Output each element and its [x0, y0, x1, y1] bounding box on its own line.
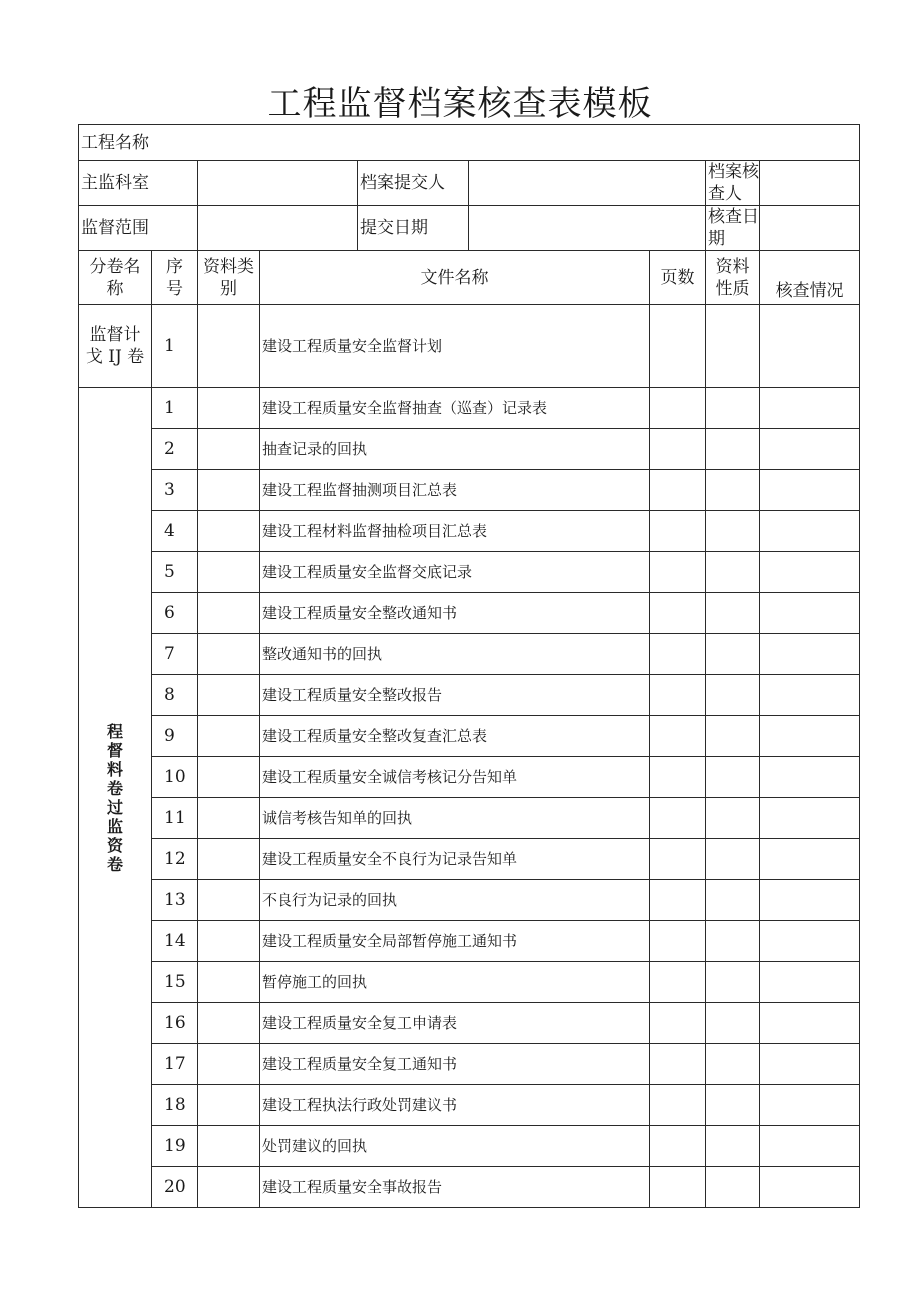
row-check-cell[interactable] — [760, 1126, 860, 1167]
table-row — [79, 388, 860, 429]
row-nature-cell[interactable] — [706, 634, 760, 675]
header-file-name: 文件名称 — [260, 251, 650, 305]
row-check-cell[interactable] — [760, 634, 860, 675]
row-seq: 7 — [152, 634, 198, 675]
row-type-cell[interactable] — [198, 757, 260, 798]
row-seq: 17 — [152, 1044, 198, 1085]
row-file-name: 建设工程质量安全监督交底记录 — [260, 552, 650, 593]
row-pages-cell[interactable] — [650, 798, 706, 839]
checker-value-cell[interactable] — [760, 161, 860, 206]
row-file-name: 建设工程质量安全监督计划 — [260, 305, 650, 388]
row-nature-cell[interactable] — [706, 1044, 760, 1085]
row-nature-cell[interactable] — [706, 305, 760, 388]
volume-plan-name: 监督计 戈 IJ 卷 — [79, 305, 152, 388]
scope-row — [79, 206, 860, 251]
row-pages-cell[interactable] — [650, 429, 706, 470]
row-file-name: 整改通知书的回执 — [260, 634, 650, 675]
row-seq: 5 — [152, 552, 198, 593]
row-file-name: 建设工程质量安全整改复查汇总表 — [260, 716, 650, 757]
row-type-cell[interactable] — [198, 716, 260, 757]
row-check-cell[interactable] — [760, 511, 860, 552]
header-nature: 资料 性质 — [706, 251, 760, 305]
row-pages-cell[interactable] — [650, 1126, 706, 1167]
table-row — [79, 593, 860, 634]
row-file-name: 建设工程质量安全复工申请表 — [260, 1003, 650, 1044]
row-nature-cell[interactable] — [706, 962, 760, 1003]
table-row — [79, 429, 860, 470]
submit-date-value-cell[interactable] — [469, 206, 706, 251]
row-file-name: 建设工程执法行政处罚建议书 — [260, 1085, 650, 1126]
row-seq: 10 — [152, 757, 198, 798]
row-check-cell[interactable] — [760, 962, 860, 1003]
row-nature-cell[interactable] — [706, 1003, 760, 1044]
row-file-name: 不良行为记录的回执 — [260, 880, 650, 921]
row-pages-cell[interactable] — [650, 1003, 706, 1044]
table-row — [79, 962, 860, 1003]
table-row — [79, 1003, 860, 1044]
row-nature-cell[interactable] — [706, 388, 760, 429]
row-nature-cell[interactable] — [706, 429, 760, 470]
row-file-name: 建设工程质量安全整改通知书 — [260, 593, 650, 634]
scope-label: 监督范围 — [79, 206, 198, 251]
row-nature-cell[interactable] — [706, 552, 760, 593]
row-pages-cell[interactable] — [650, 757, 706, 798]
row-nature-cell[interactable] — [706, 880, 760, 921]
row-nature-cell[interactable] — [706, 757, 760, 798]
row-check-cell[interactable] — [760, 470, 860, 511]
dept-label: 主监科室 — [79, 161, 198, 206]
row-seq: 1 — [152, 388, 198, 429]
row-nature-cell[interactable] — [706, 798, 760, 839]
volume-name-char: 料 — [106, 759, 123, 779]
row-pages-cell[interactable] — [650, 1044, 706, 1085]
row-type-cell[interactable] — [198, 1085, 260, 1126]
row-seq: 1 — [152, 305, 198, 388]
row-seq: 19 — [152, 1126, 198, 1167]
row-pages-cell[interactable] — [650, 552, 706, 593]
row-check-cell[interactable] — [760, 921, 860, 962]
row-nature-cell[interactable] — [706, 511, 760, 552]
table-row — [79, 921, 860, 962]
row-file-name: 建设工程质量安全局部暂停施工通知书 — [260, 921, 650, 962]
row-pages-cell[interactable] — [650, 1085, 706, 1126]
row-type-cell[interactable] — [198, 470, 260, 511]
checker-label: 档案核查人 — [706, 161, 760, 206]
dept-row — [79, 161, 860, 206]
table-row — [79, 1085, 860, 1126]
row-check-cell[interactable] — [760, 1044, 860, 1085]
row-type-cell[interactable] — [198, 1167, 260, 1208]
row-type-cell[interactable] — [198, 305, 260, 388]
row-seq: 9 — [152, 716, 198, 757]
table-row — [79, 798, 860, 839]
row-pages-cell[interactable] — [650, 839, 706, 880]
row-check-cell[interactable] — [760, 798, 860, 839]
row-seq: 13 — [152, 880, 198, 921]
row-type-cell[interactable] — [198, 429, 260, 470]
row-file-name: 建设工程材料监督抽检项目汇总表 — [260, 511, 650, 552]
row-pages-cell[interactable] — [650, 675, 706, 716]
row-file-name: 建设工程质量安全诚信考核记分告知单 — [260, 757, 650, 798]
row-check-cell[interactable] — [760, 552, 860, 593]
header-check-status: 核查情况 — [760, 251, 860, 305]
row-pages-cell[interactable] — [650, 305, 706, 388]
table-row — [79, 634, 860, 675]
row-type-cell[interactable] — [198, 675, 260, 716]
header-seq: 序 号 — [152, 251, 198, 305]
row-check-cell[interactable] — [760, 1003, 860, 1044]
scope-value-cell[interactable] — [198, 206, 358, 251]
volume-name-char: 监 — [106, 816, 123, 836]
volume-name-char: 卷 — [106, 854, 123, 874]
row-check-cell[interactable] — [760, 839, 860, 880]
row-seq: 14 — [152, 921, 198, 962]
row-type-cell[interactable] — [198, 634, 260, 675]
row-seq: 6 — [152, 593, 198, 634]
table-row — [79, 880, 860, 921]
row-file-name: 建设工程质量安全事故报告 — [260, 1167, 650, 1208]
row-type-cell[interactable] — [198, 962, 260, 1003]
row-seq: 2 — [152, 429, 198, 470]
check-table — [78, 124, 860, 1208]
row-pages-cell[interactable] — [650, 634, 706, 675]
row-nature-cell[interactable] — [706, 716, 760, 757]
submitter-value-cell[interactable] — [469, 161, 706, 206]
header-row — [79, 251, 860, 305]
row-file-name: 诚信考核告知单的回执 — [260, 798, 650, 839]
row-nature-cell[interactable] — [706, 675, 760, 716]
table-row — [79, 511, 860, 552]
header-pages: 页数 — [650, 251, 706, 305]
table-row — [79, 757, 860, 798]
row-nature-cell[interactable] — [706, 470, 760, 511]
check-date-value-cell[interactable] — [760, 206, 860, 251]
table-row — [79, 1167, 860, 1208]
row-pages-cell[interactable] — [650, 470, 706, 511]
row-check-cell[interactable] — [760, 675, 860, 716]
row-check-cell[interactable] — [760, 880, 860, 921]
table-row — [79, 839, 860, 880]
table-row — [79, 552, 860, 593]
row-check-cell[interactable] — [760, 1085, 860, 1126]
table-row — [79, 305, 860, 388]
row-check-cell[interactable] — [760, 305, 860, 388]
row-nature-cell[interactable] — [706, 1126, 760, 1167]
header-type: 资料类 别 — [198, 251, 260, 305]
row-check-cell[interactable] — [760, 1167, 860, 1208]
row-pages-cell[interactable] — [650, 511, 706, 552]
row-seq: 20 — [152, 1167, 198, 1208]
check-date-label: 核查日期 — [706, 206, 760, 251]
volume-name-char: 过 — [106, 797, 123, 817]
table-row — [79, 470, 860, 511]
row-type-cell[interactable] — [198, 921, 260, 962]
volume-name-char: 督 — [106, 740, 123, 760]
row-pages-cell[interactable] — [650, 921, 706, 962]
row-check-cell[interactable] — [760, 757, 860, 798]
page-title: 工程监督档案核查表模板 — [267, 84, 653, 124]
table-row — [79, 1126, 860, 1167]
row-file-name: 建设工程质量安全整改报告 — [260, 675, 650, 716]
row-type-cell[interactable] — [198, 388, 260, 429]
row-type-cell[interactable] — [198, 552, 260, 593]
table-row — [79, 1044, 860, 1085]
row-type-cell[interactable] — [198, 880, 260, 921]
row-file-name: 建设工程质量安全复工通知书 — [260, 1044, 650, 1085]
row-file-name: 抽查记录的回执 — [260, 429, 650, 470]
row-type-cell[interactable] — [198, 1003, 260, 1044]
row-nature-cell[interactable] — [706, 1085, 760, 1126]
row-file-name: 暂停施工的回执 — [260, 962, 650, 1003]
volume-process-name — [79, 388, 152, 1208]
row-type-cell[interactable] — [198, 1044, 260, 1085]
row-seq: 16 — [152, 1003, 198, 1044]
row-type-cell[interactable] — [198, 1126, 260, 1167]
submit-date-label: 提交日期 — [358, 206, 469, 251]
row-pages-cell[interactable] — [650, 716, 706, 757]
project-name-label: 工程名称 — [79, 125, 860, 161]
row-check-cell[interactable] — [760, 388, 860, 429]
row-seq: 4 — [152, 511, 198, 552]
project-name-row — [79, 125, 860, 161]
row-file-name: 建设工程质量安全不良行为记录告知单 — [260, 839, 650, 880]
row-type-cell[interactable] — [198, 593, 260, 634]
volume-name-char: 卷 — [106, 778, 123, 798]
row-seq: 8 — [152, 675, 198, 716]
row-nature-cell[interactable] — [706, 921, 760, 962]
row-type-cell[interactable] — [198, 798, 260, 839]
row-pages-cell[interactable] — [650, 1167, 706, 1208]
header-volume: 分卷名 称 — [79, 251, 152, 305]
row-nature-cell[interactable] — [706, 839, 760, 880]
row-check-cell[interactable] — [760, 593, 860, 634]
dept-value-cell[interactable] — [198, 161, 358, 206]
row-pages-cell[interactable] — [650, 388, 706, 429]
row-seq: 12 — [152, 839, 198, 880]
row-pages-cell[interactable] — [650, 880, 706, 921]
row-nature-cell[interactable] — [706, 593, 760, 634]
row-type-cell[interactable] — [198, 839, 260, 880]
row-seq: 18 — [152, 1085, 198, 1126]
row-check-cell[interactable] — [760, 716, 860, 757]
submitter-label: 档案提交人 — [358, 161, 469, 206]
row-seq: 3 — [152, 470, 198, 511]
row-file-name: 建设工程监督抽测项目汇总表 — [260, 470, 650, 511]
row-seq: 15 — [152, 962, 198, 1003]
row-file-name: 处罚建议的回执 — [260, 1126, 650, 1167]
row-type-cell[interactable] — [198, 511, 260, 552]
table-row — [79, 716, 860, 757]
row-pages-cell[interactable] — [650, 962, 706, 1003]
row-nature-cell[interactable] — [706, 1167, 760, 1208]
row-seq: 11 — [152, 798, 198, 839]
row-check-cell[interactable] — [760, 429, 860, 470]
volume-name-char: 程 — [106, 721, 123, 741]
row-file-name: 建设工程质量安全监督抽查（巡查）记录表 — [260, 388, 650, 429]
row-pages-cell[interactable] — [650, 593, 706, 634]
volume-name-char: 资 — [106, 835, 123, 855]
table-row — [79, 675, 860, 716]
